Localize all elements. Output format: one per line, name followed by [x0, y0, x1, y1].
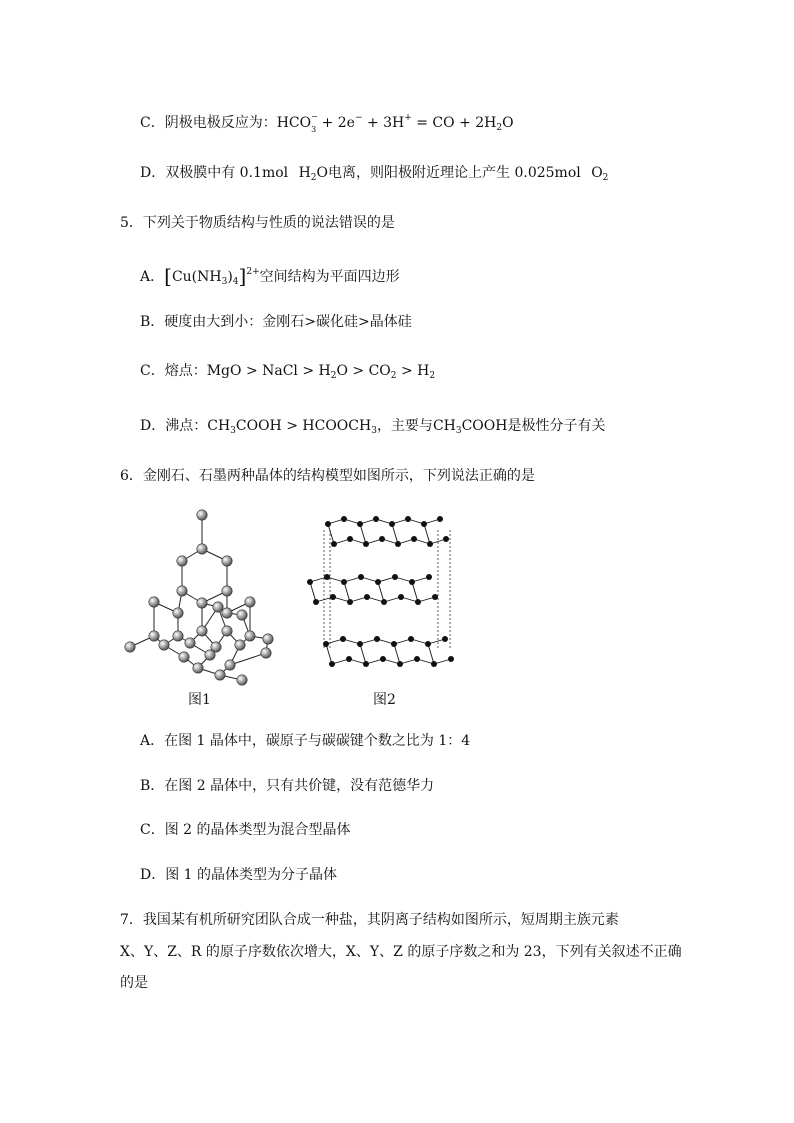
q5-option-a: A．$[Cu(NH_3)_4]^{2+}$空间结构为平面四边形 — [140, 264, 400, 288]
graphite-atom — [448, 656, 454, 662]
graphite-atom — [340, 636, 346, 642]
q6-option-a: A．在图 1 晶体中，碳原子与碳碳键个数之比为 1：4 — [140, 733, 471, 749]
graphite-atom — [329, 661, 335, 667]
graphite-bond — [326, 644, 332, 664]
graphite-atom — [373, 516, 379, 522]
graphite-bond — [392, 524, 398, 544]
o2-formula: $O_2$ — [591, 165, 609, 183]
q7-stem-line-1: 7．我国某有机所研究团队合成一种盐，其阴离子结构如图所示，短周期主族元素 — [120, 912, 619, 928]
graphite-structure-figure — [300, 510, 470, 670]
carbon-atom — [245, 631, 255, 641]
q4-option-c-label: C．阴极电极反应为： — [140, 115, 277, 131]
graphite-atom — [425, 641, 431, 647]
carbon-atom — [222, 608, 232, 618]
carbon-atom — [197, 598, 207, 608]
graphite-atom — [364, 594, 370, 600]
graphite-atom — [347, 536, 353, 542]
graphite-bond — [424, 524, 430, 544]
q6-option-b: B．在图 2 晶体中，只有共价键，没有范德华力 — [140, 778, 435, 794]
q4-option-d-mid: 电离，则阳极附近理论上产生 0.025mol — [328, 165, 586, 181]
graphite-atom — [357, 521, 363, 527]
graphite-bond — [328, 524, 334, 544]
carbon-atom — [222, 586, 232, 596]
carbon-atom — [173, 608, 183, 618]
graphite-bond — [344, 582, 350, 602]
h2o-formula: $H_2O$ — [298, 165, 329, 183]
graphite-bond — [378, 582, 384, 602]
graphite-atom — [405, 516, 411, 522]
graphite-bond — [428, 644, 434, 664]
carbon-atom — [179, 652, 189, 662]
graphite-atom — [307, 579, 313, 585]
q4-option-c-equation: HCO − 3 + 2e− + 3H+ = CO + $2H_2O$ — [276, 112, 514, 134]
graphite-atom — [409, 579, 415, 585]
carbon-atom — [225, 660, 235, 670]
graphite-atom — [363, 541, 369, 547]
carbon-atom — [173, 631, 183, 641]
graphite-atom — [381, 599, 387, 605]
carbon-atom — [149, 597, 159, 607]
graphite-atom — [395, 541, 401, 547]
q7-stem-line-2: X、Y、Z、R 的原子序数依次增大，X、Y、Z 的原子序数之和为 23，下列有关叙述不正确 — [120, 944, 682, 960]
q5-option-b: B．硬度由大到小：金刚石>碳化硅>晶体硅 — [140, 314, 412, 330]
graphite-atom — [421, 521, 427, 527]
q4-option-c — [140, 108, 514, 138]
graphite-bond — [360, 524, 366, 544]
graphite-atom — [330, 594, 336, 600]
graphite-bond — [412, 582, 418, 602]
graphite-bond — [394, 644, 400, 664]
graphite-atom — [408, 636, 414, 642]
carbon-atom — [193, 663, 203, 673]
graphite-atom — [357, 641, 363, 647]
boiling-point-order: $CH_3COOH$ > $HCOOCH_3$ — [207, 418, 377, 436]
graphite-bond — [310, 582, 316, 602]
carbon-atom — [197, 510, 207, 520]
graphite-atom — [437, 516, 443, 522]
graphite-atom — [443, 536, 449, 542]
acetic-acid-formula: $CH_3COOH$ — [432, 418, 508, 436]
graphite-atom — [331, 541, 337, 547]
graphite-atom — [431, 661, 437, 667]
carbon-atom — [177, 556, 187, 566]
carbon-atom — [235, 640, 245, 650]
carbon-atom — [159, 640, 169, 650]
carbon-atom — [222, 556, 232, 566]
graphite-atom — [341, 579, 347, 585]
graphite-atom — [375, 579, 381, 585]
complex-ion-formula: $[Cu(NH_3)_4]^{2+}$ — [164, 264, 260, 288]
carbon-atom — [222, 626, 232, 636]
graphite-atom — [432, 594, 438, 600]
q6-stem: 6．金刚石、石墨两种晶体的结构模型如图所示，下列说法正确的是 — [120, 468, 535, 484]
carbon-atom — [263, 634, 273, 644]
carbon-atom — [213, 602, 223, 612]
q5-option-d: D．沸点：$CH_3COOH$ > $HCOOCH_3$，主要与$CH_3COOH$是极性分子有关 — [140, 418, 606, 436]
melting-point-order: MgO > NaCl > $H_2O > CO_2 > H_2$ — [206, 363, 436, 381]
graphite-atom — [347, 599, 353, 605]
graphite-bond — [360, 644, 366, 664]
graphite-atom — [324, 574, 330, 580]
q4-option-d — [140, 163, 608, 188]
carbon-atom — [149, 631, 159, 641]
graphite-atom — [313, 599, 319, 605]
graphite-atom — [392, 574, 398, 580]
graphite-atom — [346, 656, 352, 662]
graphite-atom — [374, 636, 380, 642]
carbon-atom — [197, 544, 207, 554]
q6-option-d: D．图 1 的晶体类型为分子晶体 — [140, 867, 338, 883]
graphite-atom — [442, 636, 448, 642]
graphite-atom — [325, 521, 331, 527]
graphite-atom — [341, 516, 347, 522]
carbon-atom — [205, 650, 215, 660]
graphite-atom — [391, 641, 397, 647]
graphite-atom — [415, 599, 421, 605]
carbon-atom — [125, 642, 135, 652]
carbon-atom — [237, 675, 247, 685]
q7-stem-line-3: 的是 — [120, 975, 148, 991]
carbon-atom — [237, 610, 247, 620]
graphite-atom — [379, 536, 385, 542]
figure-2-caption: 图2 — [373, 692, 396, 708]
carbon-atom — [185, 638, 195, 648]
carbon-atom — [197, 626, 207, 636]
graphite-atom — [411, 536, 417, 542]
graphite-atom — [426, 574, 432, 580]
graphite-atom — [363, 661, 369, 667]
graphite-atom — [398, 594, 404, 600]
carbon-atom — [177, 586, 187, 596]
carbon-atom — [215, 670, 225, 680]
carbon-atom — [261, 648, 271, 658]
graphite-atom — [427, 541, 433, 547]
graphite-atom — [358, 574, 364, 580]
q6-option-c: C．图 2 的晶体类型为混合型晶体 — [140, 822, 351, 838]
graphite-atom — [380, 656, 386, 662]
graphite-atom — [397, 661, 403, 667]
carbon-atom — [245, 597, 255, 607]
graphite-atom — [414, 656, 420, 662]
q5-option-c: C．熔点：MgO > NaCl > $H_2O > CO_2 > H_2$ — [140, 363, 436, 381]
figure-1-caption: 图1 — [188, 692, 211, 708]
graphite-atom — [389, 521, 395, 527]
q4-option-d-label: D．双极膜中有 0.1mol — [140, 165, 293, 181]
diamond-structure-figure — [120, 505, 300, 690]
graphite-atom — [323, 641, 329, 647]
q5-stem: 5．下列关于物质结构与性质的说法错误的是 — [120, 215, 395, 231]
